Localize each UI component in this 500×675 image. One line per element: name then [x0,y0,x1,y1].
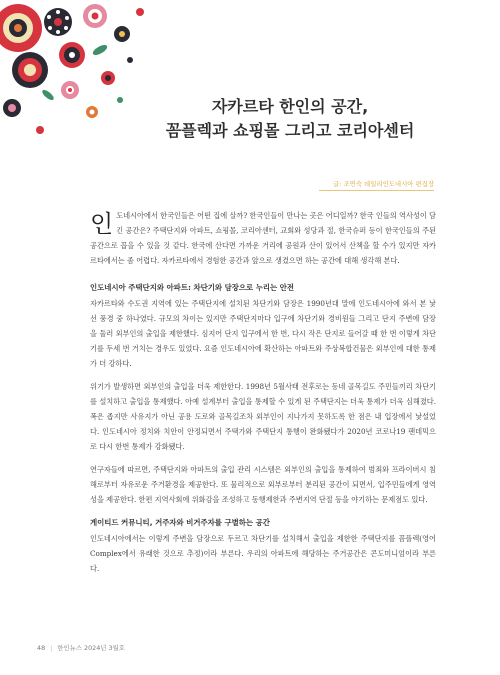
flower-red-medium [59,42,85,68]
flower-red-large [0,4,42,52]
body-paragraph: 연구자들에 따르면, 주택단지와 아파트의 출입 관리 시스템은 외부인의 출입을 통제하여 범죄와 프라이버시 침해로부터 자유로운 주거환경을 제공한다. 또 물리적으로 외부로부터 분리된 공간이 되면서, 입주민들에게 영역성을 제공한다. 한편 지역사회에 위화감을 조성하고 동행제한과 주변지역 단절 등을 야기하는 문제점도 있다. [90,465,436,504]
section-heading: 인도네시아 주택단지와 아파트: 차단기와 담장으로 누리는 안전 [90,283,295,292]
flower-dark-small [3,99,21,117]
body-paragraph: 위기가 발생하면 외부인의 출입을 더욱 제한한다. 1998년 5월사태 전후로는 동네 골목길도 주민들끼리 차단기를 설치하고 출입을 통제했다. 아예 설계부터 출입을 통제할 수 있게 된 주택단지는 더욱 통제가 더욱 심해졌다. 폭은 좁지만 사유지가 아닌 공용 도로와 골목길조차 외부인이 지나가지 못하도록 한 점은 내 입장에서 낯설었다. 인도네시아 정치와 치안이 안정되면서 주택가와 주택단지 통행이 완화됐다가 2020년 코로나19 팬데믹으로 다시 한번 통제가 강화됐다. [90,382,436,451]
flower-small-dark [114,26,130,42]
article-title [120,95,460,143]
article-title-line2: 꼼플렉과 쇼핑몰 그리고 코리아센터 [165,121,415,140]
flower-pink [83,4,107,28]
page-number: 48 [37,644,46,652]
publication-name: 한인뉴스 2024년 3월호 [57,644,125,652]
flower-dark-large [12,52,48,88]
section-heading: 게이티드 커뮤니티, 거주자와 비거주자를 구별하는 공간 [90,518,270,527]
body-paragraph: 인도네시아에서는 이렇게 주변을 담장으로 두르고 차단기를 설치해서 출입을 제한한 주택단지를 꼼플렉(영어 Complex에서 유래한 것으로 추정)이라 부른다. 우리의 아파트에 해당하는 주거공간은 콘도미니엄이라 부른다. [90,534,436,573]
article-body [90,208,436,584]
article-title-line1: 자카르타 한인의 공간, [211,97,369,116]
flower-orange-small [86,106,98,118]
flower-red-small [101,71,115,85]
body-paragraph: 자카르타와 수도권 지역에 있는 주택단지에 설치된 차단기와 담장은 1990년대 말에 인도네시아에 와서 본 낯선 풍경 중 하나였다. 규모의 차이는 있지만 주택단지마다 입구에 차단기와 경비원들 그리고 단지 주변에 담장을 둘러 외부인의 출입을 제한했다. 심지어 단지 입구에서 한 번, 다시 작은 단지로 들어갈 때 한 번 이렇게 차단기를 두세 번 거치는 경우도 있었다. 요즘 인도네시아에 확산하는 아파트와 주상복합건물은 외부인에 대한 통제가 더 강하다. [90,299,436,368]
author-byline: 글: 조연숙 데일리인도네시아 편집장 [319,179,434,191]
drop-cap: 인 [90,210,114,238]
flower-dark [44,8,72,36]
intro-text: 도네시아에서 한국인들은 어떤 집에 살까? 한국인들이 만나는 곳은 어디일까? 한국 인들의 역사성이 담긴 공간은? 주택단지와 아파트, 쇼핑몰, 코리아센터, 교회와 성당과 절, 한국슈퍼 등이 한국인들의 주된 공간으로 꼽을 수 있을 것 같다. 한국에 산다면 가까운 거리에 공원과 산이 있어서 산책을 할 수가 있지만 자카르타에서는 좀 어렵다. 자카르타에서 경험한 공간과 앞으로 생겼으면 하는 공간에 대해 생각해 본다. [90,211,436,265]
intro-paragraph [90,208,436,268]
page-footer [37,643,125,652]
flower-pink-small [61,81,79,99]
footer-separator: | [50,644,53,652]
